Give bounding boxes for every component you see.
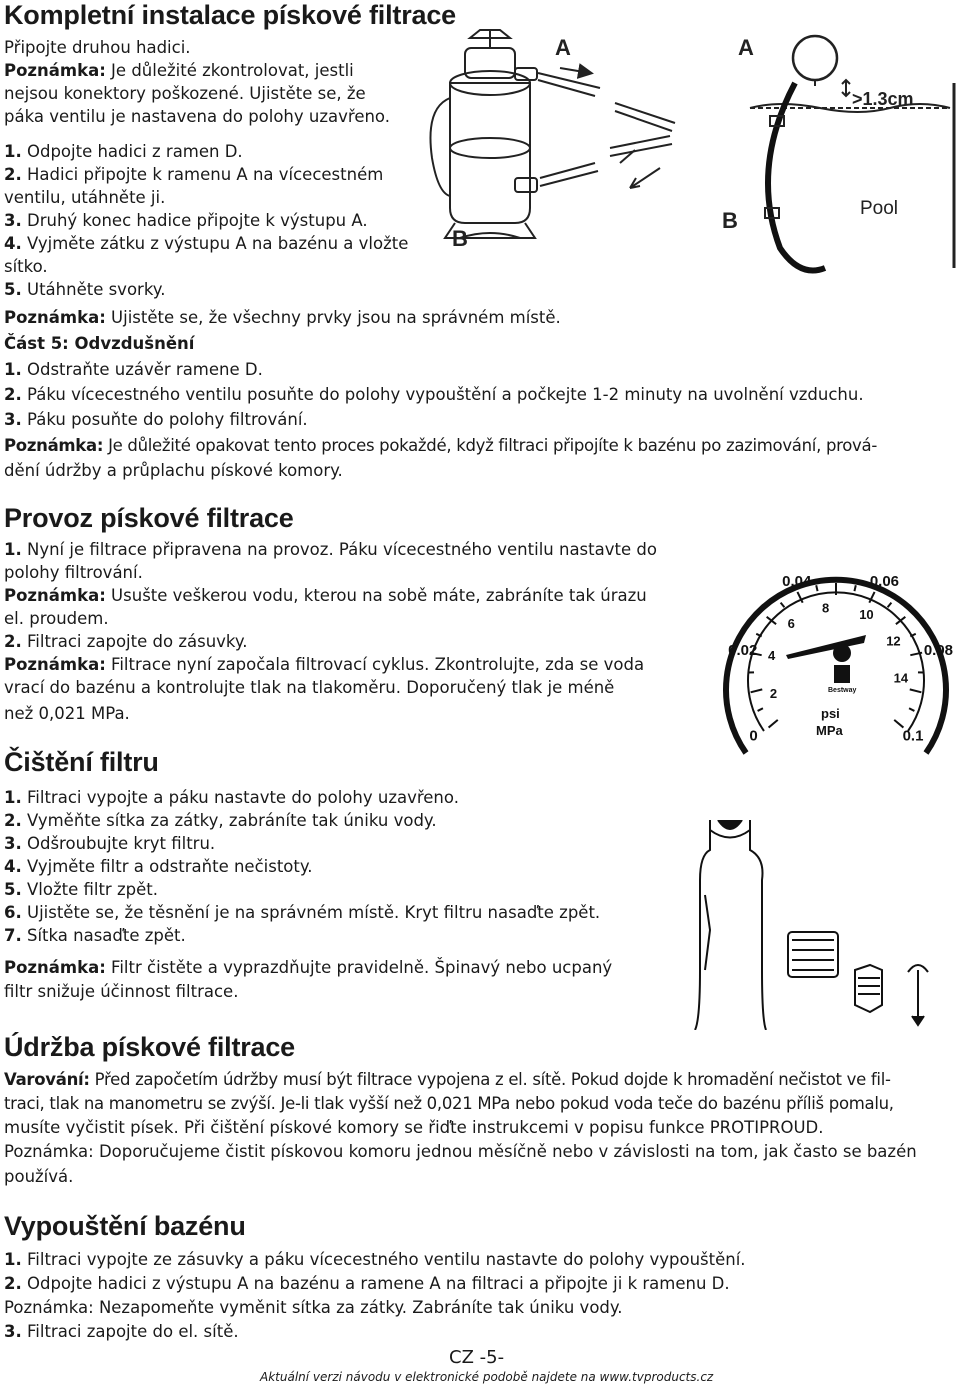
gauge-unit-psi: psi <box>821 706 840 721</box>
gauge-mpa-label: 0 <box>749 727 758 745</box>
s1-line-5: 1. Odpojte hadici z ramen D. <box>4 142 243 161</box>
diagram-label-b-2: B <box>722 208 738 233</box>
s5-line-3: Poznámka: Nezapomeňte vyměnit sítka za zátky. Zabráníte tak úniku vody. <box>4 1298 623 1317</box>
gauge-tick <box>758 708 763 711</box>
s2-line-4: el. proudem. <box>4 609 109 628</box>
section-title-maintenance: Údržba pískové filtrace <box>4 1032 296 1062</box>
s3-line-4: 4. Vyjměte filtr a odstraňte nečistoty. <box>4 857 313 876</box>
page-number: CZ -5- <box>449 1347 505 1368</box>
gauge-brand: Bestway <box>828 687 857 694</box>
gauge-tick <box>769 720 778 728</box>
s1-line-9: 4. Vyjměte zátku z výstupu A na bazénu a vložte <box>4 234 409 253</box>
s4-line-5: používá. <box>4 1167 74 1186</box>
s2-line-3: Poznámka: Usušte veškerou vodu, kterou na sobě máte, zabráníte tak úrazu <box>4 586 647 605</box>
gauge-psi-label: 12 <box>886 633 901 649</box>
s3-line-5: 5. Vložte filtr zpět. <box>4 880 158 899</box>
section-title-filter-cleaning: Čištění filtru <box>4 747 159 777</box>
s2-line-5: 2. Filtraci zapojte do zásuvky. <box>4 632 248 651</box>
filter-tank-icon <box>450 83 530 223</box>
gauge-psi-label: 14 <box>893 670 909 686</box>
gauge-psi-label: 6 <box>787 616 795 632</box>
s1-line-10: sítko. <box>4 257 48 276</box>
gauge-tick <box>910 689 922 692</box>
pressure-gauge-icon <box>716 553 956 763</box>
s1-line-3: nejsou konektory poškozené. Ujistěte se, že <box>4 84 366 103</box>
gauge-needle <box>786 635 866 659</box>
gauge-mpa-label: 0.04 <box>782 573 812 591</box>
s1-line-6: 2. Hadici připojte k ramenu A na vícecestném <box>4 165 384 184</box>
gauge-psi-label: 8 <box>822 600 830 616</box>
filter-cartridge-illustration <box>670 820 960 1030</box>
s3-line-7: 7. Sítka nasaďte zpět. <box>4 926 186 945</box>
part5-line-2: 2. Páku vícecestného ventilu posuňte do polohy vypouštění a počkejte 1-2 minuty na uvolnění vzduchu. <box>4 385 864 404</box>
brand-logo-icon <box>834 665 850 683</box>
s3-note-line-2: filtr snižuje účinnost filtrace. <box>4 982 239 1001</box>
diagram-label-b-1: B <box>452 226 468 251</box>
footer-note: Aktuální verzi návodu v elektronické podobě najdete na www.tvproducts.cz <box>260 1370 714 1384</box>
s1-line-1: Připojte druhou hadici. <box>4 38 191 57</box>
gauge-tick <box>888 603 892 608</box>
diagram-label-a-2: A <box>738 35 754 60</box>
hose-connection-diagram <box>420 28 958 278</box>
section-title-draining: Vypouštění bazénu <box>4 1211 246 1241</box>
s3-line-1: 1. Filtraci vypojte a páku nastavte do polohy uzavřeno. <box>4 788 459 807</box>
s4-line-4: Poznámka: Doporučujeme čistit pískovou komoru jednou měsíčně nebo v závislosti na tom, jak často se bazén <box>4 1142 917 1161</box>
gauge-psi-label: 2 <box>769 685 778 701</box>
gauge-mpa-label: 0.06 <box>869 573 900 591</box>
gauge-mpa-label: 0.1 <box>902 727 924 745</box>
section-title-operation: Provoz pískové filtrace <box>4 503 294 533</box>
s3-line-2: 2. Vyměňte sítka za zátky, zabráníte tak úniku vody. <box>4 811 437 830</box>
s5-line-2: 2. Odpojte hadici z výstupu A na bazénu a ramene A na filtraci a připojte ji k ramenu D. <box>4 1274 730 1293</box>
gauge-tick <box>816 585 817 591</box>
gauge-tick <box>751 689 763 692</box>
part5-note-line-2: dění údržby a průplachu pískové komory. <box>4 461 343 480</box>
s5-line-1: 1. Filtraci vypojte ze zásuvky a páku vícecestného ventilu nastavte do polohy vypouštění. <box>4 1250 746 1269</box>
s1-line-4: páka ventilu je nastavena do polohy uzavřeno. <box>4 107 390 126</box>
gauge-psi-label: 4 <box>767 648 776 664</box>
part5-line-3: 3. Páku posuňte do polohy filtrování. <box>4 410 308 429</box>
s2-line-6: Poznámka: Filtrace nyní započala filtrovací cyklus. Zkontrolujte, zda se voda <box>4 655 645 674</box>
gauge-mpa-label: 0.02 <box>728 642 758 660</box>
s2-line-8: než 0,021 MPa. <box>4 704 130 723</box>
part5-line-1: 1. Odstraňte uzávěr ramene D. <box>4 360 263 379</box>
diagram-label-a-1: A <box>555 35 571 60</box>
s3-note-line-1: Poznámka: Filtr čistěte a vyprazdňujte pravidelně. Špinavý nebo ucpaný <box>4 958 613 977</box>
s1-line-11: 5. Utáhněte svorky. <box>4 280 166 299</box>
s2-line-7: vrací do bazénu a kontrolujte tlak na tlakoměru. Doporučený tlak je méně <box>4 678 615 697</box>
gauge-tick <box>909 708 914 711</box>
depth-label: >1.3cm <box>852 89 914 109</box>
s1-line-8: 3. Druhý konec hadice připojte k výstupu A. <box>4 211 368 230</box>
s4-line-1: Varování: Před započetím údržby musí být filtrace vypojena z el. sítě. Pokud dojde k hromadění nečistot ve fil- <box>4 1070 891 1089</box>
gauge-unit-mpa: MPa <box>816 723 843 738</box>
part5-note-line-1: Poznámka: Je důležité opakovat tento proces pokaždé, když filtraci připojíte k bazénu po zazimování, prová- <box>4 436 877 455</box>
gauge-tick <box>781 603 785 608</box>
section-title-installation: Kompletní instalace pískové filtrace <box>4 0 456 30</box>
s4-line-2: traci, tlak na manometru se zvýší. Je-li tlak vyšší než 0,021 MPa nebo pokud voda teče do bazénu příliš pomalu, <box>4 1094 894 1113</box>
s3-line-6: 6. Ujistěte se, že těsnění je na správném místě. Kryt filtru nasaďte zpět. <box>4 903 601 922</box>
s2-line-1: 1. Nyní je filtrace připravena na provoz. Páku vícecestného ventilu nastavte do <box>4 540 657 559</box>
s3-line-3: 3. Odšroubujte kryt filtru. <box>4 834 216 853</box>
s1-line-12: Poznámka: Ujistěte se, že všechny prvky jsou na správném místě. <box>4 308 561 327</box>
s4-line-3: musíte vyčistit písek. Při čištění pískové komory se řiďte instrukcemi v popisu funkce PROTIPROUD. <box>4 1118 824 1137</box>
pool-label: Pool <box>860 198 899 219</box>
s1-line-7: ventilu, utáhněte ji. <box>4 188 166 207</box>
s5-line-4: 3. Filtraci zapojte do el. sítě. <box>4 1322 239 1341</box>
s2-line-2: polohy filtrování. <box>4 563 143 582</box>
gauge-mpa-label: 0.08 <box>923 642 954 660</box>
gauge-psi-label: 10 <box>859 607 874 623</box>
gauge-tick <box>854 585 855 591</box>
part5-title: Část 5: Odvzdušnění <box>4 334 195 353</box>
s1-line-2: Poznámka: Je důležité zkontrolovat, jestli <box>4 61 354 80</box>
